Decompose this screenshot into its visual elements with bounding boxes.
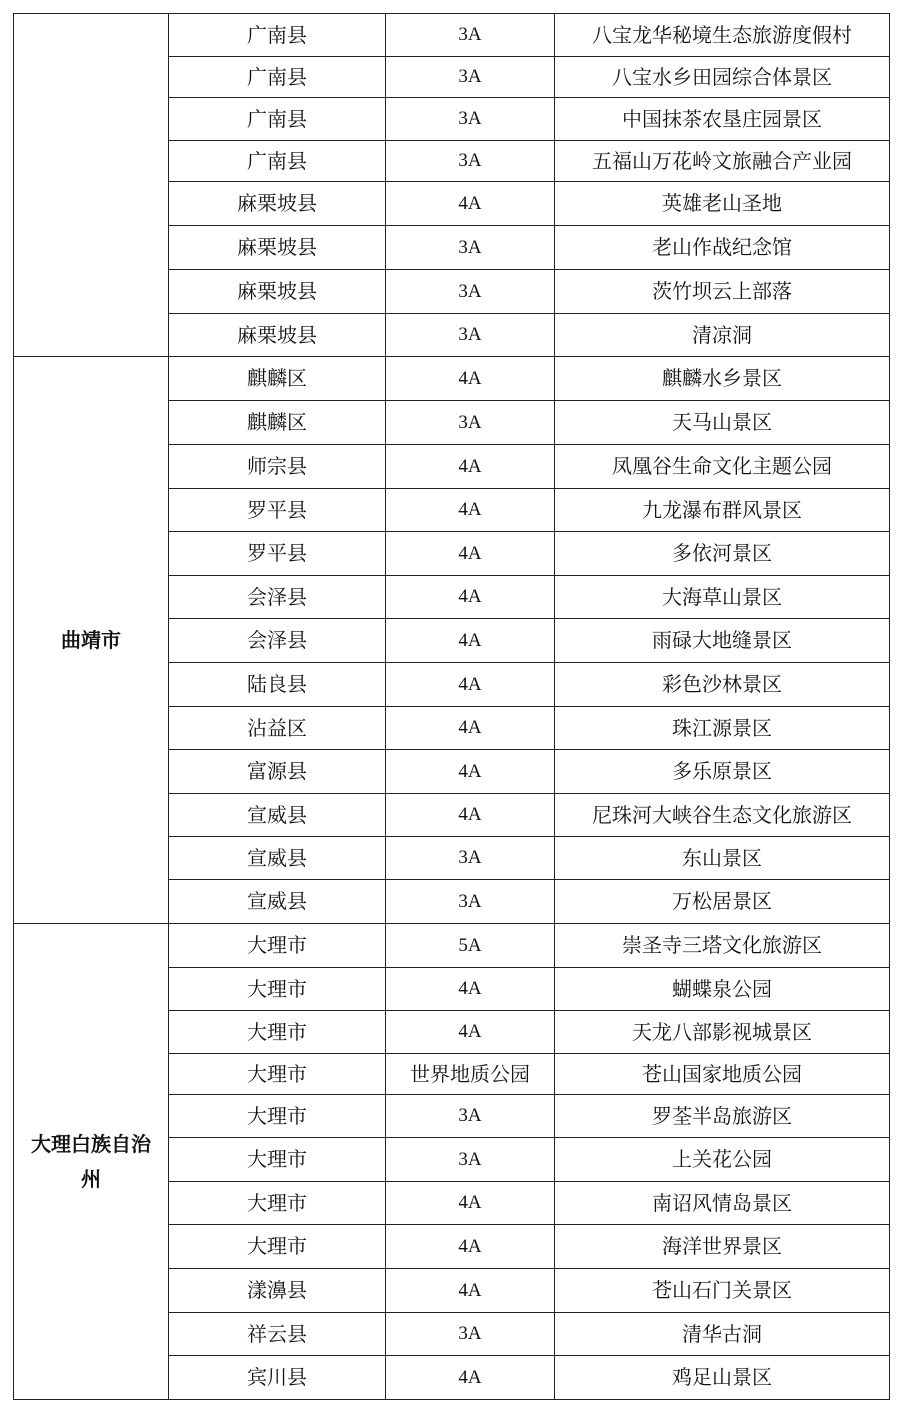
scenic-name-cell: 多依河景区 [555, 532, 890, 576]
grade-cell: 4A [386, 357, 555, 401]
scenic-name-cell: 珠江源景区 [555, 707, 890, 750]
county-cell: 祥云县 [169, 1313, 386, 1356]
scenic-name-cell: 老山作战纪念馆 [555, 226, 890, 270]
scenic-name-cell: 天马山景区 [555, 401, 890, 445]
county-cell: 沾益区 [169, 707, 386, 750]
county-cell: 大理市 [169, 968, 386, 1011]
county-cell: 宣威县 [169, 837, 386, 880]
grade-cell: 4A [386, 707, 555, 750]
scenic-name-cell: 多乐原景区 [555, 750, 890, 794]
county-cell: 会泽县 [169, 576, 386, 619]
scenic-area-table-container [13, 13, 889, 1400]
grade-cell: 3A [386, 226, 555, 270]
scenic-area-table [13, 13, 890, 1400]
scenic-name-cell: 天龙八部影视城景区 [555, 1011, 890, 1054]
grade-cell: 4A [386, 489, 555, 532]
county-cell: 罗平县 [169, 532, 386, 576]
scenic-name-cell: 英雄老山圣地 [555, 182, 890, 226]
grade-cell: 4A [386, 1225, 555, 1269]
county-cell: 大理市 [169, 1054, 386, 1095]
scenic-name-cell: 茨竹坝云上部落 [555, 270, 890, 314]
county-cell: 广南县 [169, 14, 386, 57]
grade-cell: 世界地质公园 [386, 1054, 555, 1095]
scenic-name-cell: 彩色沙林景区 [555, 663, 890, 707]
county-cell: 麻栗坡县 [169, 226, 386, 270]
grade-cell: 3A [386, 1095, 555, 1138]
scenic-name-cell: 八宝龙华秘境生态旅游度假村 [555, 14, 890, 57]
scenic-name-cell: 八宝水乡田园综合体景区 [555, 57, 890, 98]
grade-cell: 4A [386, 794, 555, 837]
grade-cell: 4A [386, 1011, 555, 1054]
grade-cell: 3A [386, 1313, 555, 1356]
scenic-name-cell: 蝴蝶泉公园 [555, 968, 890, 1011]
scenic-name-cell: 鸡足山景区 [555, 1356, 890, 1400]
city-cell [14, 14, 169, 357]
grade-cell: 3A [386, 1138, 555, 1182]
grade-cell: 4A [386, 182, 555, 226]
grade-cell: 3A [386, 57, 555, 98]
county-cell: 大理市 [169, 1225, 386, 1269]
scenic-name-cell: 崇圣寺三塔文化旅游区 [555, 924, 890, 968]
city-cell: 曲靖市 [14, 357, 169, 924]
grade-cell: 4A [386, 750, 555, 794]
county-cell: 大理市 [169, 1011, 386, 1054]
scenic-name-cell: 五福山万花岭文旅融合产业园 [555, 141, 890, 182]
county-cell: 宾川县 [169, 1356, 386, 1400]
grade-cell: 4A [386, 968, 555, 1011]
scenic-name-cell: 万松居景区 [555, 880, 890, 924]
grade-cell: 4A [386, 532, 555, 576]
county-cell: 广南县 [169, 141, 386, 182]
scenic-name-cell: 罗荃半岛旅游区 [555, 1095, 890, 1138]
scenic-name-cell: 苍山国家地质公园 [555, 1054, 890, 1095]
county-cell: 麻栗坡县 [169, 270, 386, 314]
scenic-name-cell: 清凉洞 [555, 314, 890, 357]
grade-cell: 4A [386, 445, 555, 489]
scenic-name-cell: 上关花公园 [555, 1138, 890, 1182]
city-cell: 大理白族自治州 [14, 924, 169, 1400]
county-cell: 宣威县 [169, 880, 386, 924]
county-cell: 陆良县 [169, 663, 386, 707]
county-cell: 罗平县 [169, 489, 386, 532]
county-cell: 大理市 [169, 1182, 386, 1225]
scenic-name-cell: 凤凰谷生命文化主题公园 [555, 445, 890, 489]
grade-cell: 3A [386, 98, 555, 141]
grade-cell: 3A [386, 141, 555, 182]
scenic-name-cell: 海洋世界景区 [555, 1225, 890, 1269]
scenic-name-cell: 大海草山景区 [555, 576, 890, 619]
grade-cell: 3A [386, 880, 555, 924]
county-cell: 麻栗坡县 [169, 182, 386, 226]
grade-cell: 4A [386, 663, 555, 707]
scenic-name-cell: 南诏风情岛景区 [555, 1182, 890, 1225]
county-cell: 大理市 [169, 1095, 386, 1138]
table-row [14, 14, 890, 57]
table-row [14, 357, 890, 401]
county-cell: 师宗县 [169, 445, 386, 489]
grade-cell: 3A [386, 314, 555, 357]
county-cell: 麒麟区 [169, 401, 386, 445]
county-cell: 麒麟区 [169, 357, 386, 401]
scenic-name-cell: 雨碌大地缝景区 [555, 619, 890, 663]
scenic-name-cell: 九龙瀑布群风景区 [555, 489, 890, 532]
table-row [14, 924, 890, 968]
grade-cell: 3A [386, 14, 555, 57]
scenic-name-cell: 苍山石门关景区 [555, 1269, 890, 1313]
grade-cell: 4A [386, 576, 555, 619]
county-cell: 广南县 [169, 98, 386, 141]
grade-cell: 4A [386, 1356, 555, 1400]
county-cell: 富源县 [169, 750, 386, 794]
scenic-name-cell: 清华古洞 [555, 1313, 890, 1356]
county-cell: 大理市 [169, 924, 386, 968]
scenic-name-cell: 麒麟水乡景区 [555, 357, 890, 401]
county-cell: 大理市 [169, 1138, 386, 1182]
county-cell: 广南县 [169, 57, 386, 98]
grade-cell: 4A [386, 1182, 555, 1225]
county-cell: 宣威县 [169, 794, 386, 837]
county-cell: 会泽县 [169, 619, 386, 663]
scenic-name-cell: 尼珠河大峡谷生态文化旅游区 [555, 794, 890, 837]
scenic-name-cell: 东山景区 [555, 837, 890, 880]
grade-cell: 3A [386, 401, 555, 445]
grade-cell: 4A [386, 1269, 555, 1313]
grade-cell: 4A [386, 619, 555, 663]
grade-cell: 5A [386, 924, 555, 968]
county-cell: 麻栗坡县 [169, 314, 386, 357]
county-cell: 漾濞县 [169, 1269, 386, 1313]
grade-cell: 3A [386, 837, 555, 880]
grade-cell: 3A [386, 270, 555, 314]
scenic-name-cell: 中国抹茶农垦庄园景区 [555, 98, 890, 141]
